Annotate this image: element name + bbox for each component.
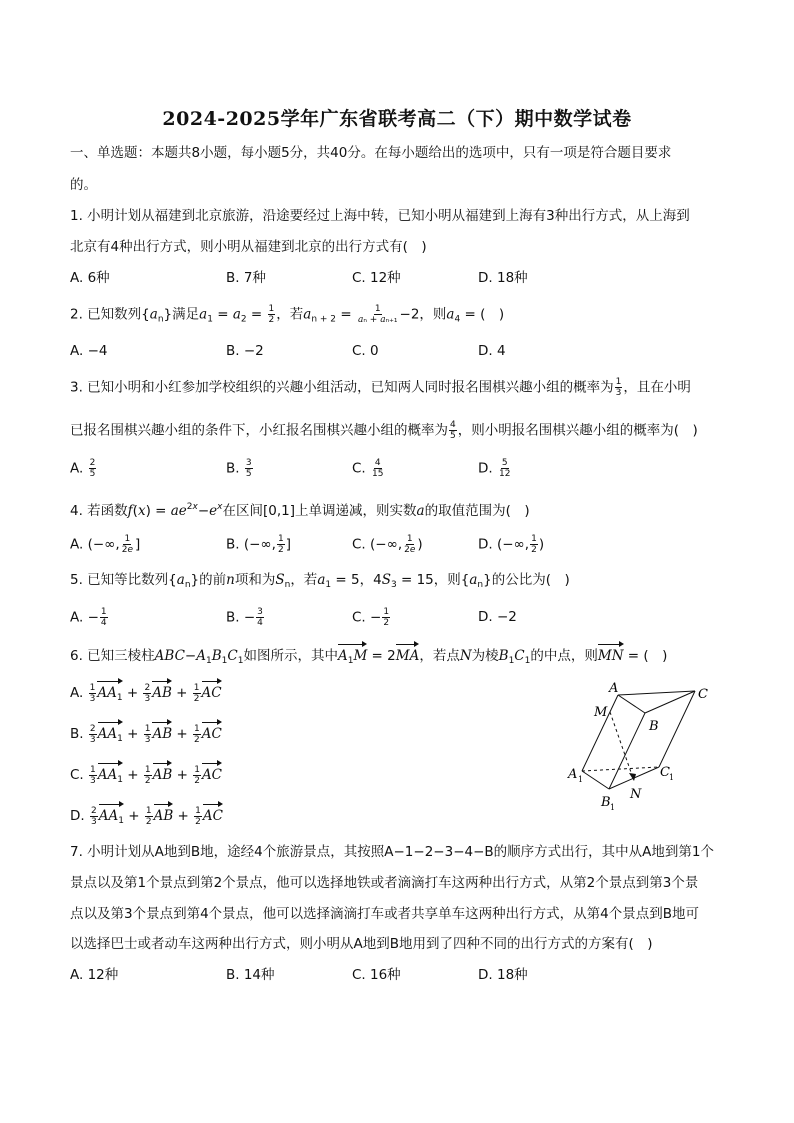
- q4-stem: 4. 若函数$f(x) = ae^{2x}-e^x$在区间[0,1]上单调递减，则实数a的取值范围为( ): [70, 502, 530, 519]
- q6-option-c[interactable]: C. $\frac{1}{3}$ $AA_1$ + $\frac{1}{2}$ AB + $\frac{1}{2}$ AC: [70, 762, 222, 790]
- q1-option-c[interactable]: C. 12种: [352, 270, 401, 286]
- label-C1-sub: 1: [669, 773, 675, 782]
- label-A1: A: [568, 767, 578, 782]
- q3-option-b[interactable]: B. $\frac{3}{5}$: [226, 458, 252, 479]
- q7-stem-line2: 景点以及第1个景点到第2个景点，他可以选择地铁或者滴滴打车这两种出行方式，从第2个景点到第3个景: [70, 875, 699, 891]
- q3-option-a[interactable]: A. $\frac{2}{5}$: [70, 458, 96, 479]
- label-B1: B: [601, 795, 611, 810]
- edge-AB: [618, 695, 645, 713]
- edge-CC1: [659, 691, 695, 767]
- q3-option-c[interactable]: C. $\frac{4}{15}$: [352, 458, 384, 479]
- edge-A1B1: [582, 771, 609, 789]
- q1-option-b[interactable]: B. 7种: [226, 270, 266, 286]
- q6-option-b[interactable]: B. $\frac{2}{3}$ $AA_1$ + $\frac{1}{3}$ AB + $\frac{1}{2}$ AC: [70, 721, 222, 749]
- q2-option-a[interactable]: A. −4: [70, 343, 108, 359]
- label-B1-sub: 1: [610, 803, 616, 812]
- q5-option-a[interactable]: A. − $\frac{1}{4}$: [70, 607, 107, 628]
- edge-A1C1: [582, 767, 659, 771]
- q7-option-d[interactable]: D. 18种: [478, 967, 528, 983]
- label-A: A: [609, 681, 619, 696]
- q1-stem-line2: 北京有4种出行方式，则小明从福建到北京的出行方式有( ): [70, 239, 427, 255]
- label-C: C: [698, 687, 708, 702]
- page-title: 2024-2025学年广东省联考高二（下）期中数学试卷: [162, 108, 632, 130]
- label-B: B: [649, 719, 659, 734]
- q5-option-d[interactable]: D. −2: [478, 609, 517, 625]
- label-M: M: [594, 705, 608, 720]
- prism-figure: [560, 678, 720, 814]
- q1-stem-line1: 1. 小明计划从福建到北京旅游，沿途要经过上海中转，已知小明从福建到上海有3种出行方式，从上海到: [70, 208, 690, 224]
- q4-option-d[interactable]: D. (−∞, $\frac{1}{2}$ ): [478, 534, 545, 555]
- q6-stem: 6. 已知三棱柱$ABC-A_1B_1C_1$如图所示，其中$A_1M = 2MA$，若点N为棱$B_1C_1$的中点，则MN = ( ): [70, 643, 667, 671]
- q6-option-a[interactable]: A. $\frac{1}{3}$ $AA_1$ + $\frac{2}{3}$ AB + $\frac{1}{2}$ AC: [70, 680, 222, 708]
- q4-option-a[interactable]: A. (−∞, $\frac{1}{2e}$ ]: [70, 534, 141, 555]
- q7-stem-line4: 以选择巴士或者动车这两种出行方式，则小明从A地到B地用到了四种不同的出行方式的方案有( ): [70, 936, 653, 952]
- q7-option-c[interactable]: C. 16种: [352, 967, 401, 983]
- q1-option-a[interactable]: A. 6种: [70, 270, 110, 286]
- q2-stem: 2. 已知数列$\{a_n\}$满足$a_1 = a_2$ = $\frac{1}{2}$ ，若$a_{n + 2}$ = $\frac{1}{\text{aₙ + aₙ₊₁}}$ −2，则$a_4$ = ( ): [70, 304, 505, 325]
- q1-option-d[interactable]: D. 18种: [478, 270, 528, 286]
- q3-option-d[interactable]: D. $\frac{5}{12}$: [478, 458, 511, 479]
- q5-stem: 5. 已知等比数列$\{a_n\}$的前n项和为$S_n$，若$a_1 = 5$，$4S_3 = 15$，则$\{a_n\}$的公比为( ): [70, 572, 570, 590]
- q6-option-d[interactable]: D. $\frac{2}{3}$ $AA_1$ + $\frac{1}{2}$ AB + $\frac{1}{2}$ AC: [70, 803, 223, 831]
- edge-AC: [618, 691, 695, 695]
- q3-stem-line1: 3. 已知小明和小红参加学校组织的兴趣小组活动，已知两人同时报名围棋兴趣小组的概率为 $\frac{1}{3}$ ，且在小明: [70, 377, 691, 398]
- section-header-line1: 一、单选题：本题共8小题，每小题5分，共40分。在每小题给出的选项中，只有一项是符合题目要求: [70, 145, 672, 161]
- q5-option-b[interactable]: B. − $\frac{3}{4}$: [226, 607, 263, 628]
- label-N: N: [630, 787, 642, 802]
- q7-option-b[interactable]: B. 14种: [226, 967, 275, 983]
- q7-stem-line1: 7. 小明计划从A地到B地，途经4个旅游景点，其按照A−1−2−3−4−B的顺序方式出行，其中从A地到第1个: [70, 844, 714, 860]
- q2-option-d[interactable]: D. 4: [478, 343, 506, 359]
- q5-option-c[interactable]: C. − $\frac{1}{2}$: [352, 607, 390, 628]
- label-C1: C: [660, 765, 670, 780]
- edge-BC: [645, 691, 695, 713]
- q2-option-c[interactable]: C. 0: [352, 343, 379, 359]
- q7-option-a[interactable]: A. 12种: [70, 967, 119, 983]
- q2-option-b[interactable]: B. −2: [226, 343, 264, 359]
- section-header-line2: 的。: [70, 177, 97, 193]
- label-A1-sub: 1: [578, 775, 584, 784]
- q4-option-c[interactable]: C. (−∞, $\frac{1}{2e}$ ): [352, 534, 423, 555]
- q4-option-b[interactable]: B. (−∞, $\frac{1}{2}$ ]: [226, 534, 291, 555]
- q3-stem-line2: 已报名围棋兴趣小组的条件下，小红报名围棋兴趣小组的概率为 $\frac{4}{5}$ ，则小明报名围棋兴趣小组的概率为( ): [70, 420, 698, 441]
- q7-stem-line3: 点以及第3个景点到第4个景点，他可以选择滴滴打车或者共享单车这两种出行方式，从第4个景点到B地可: [70, 906, 700, 922]
